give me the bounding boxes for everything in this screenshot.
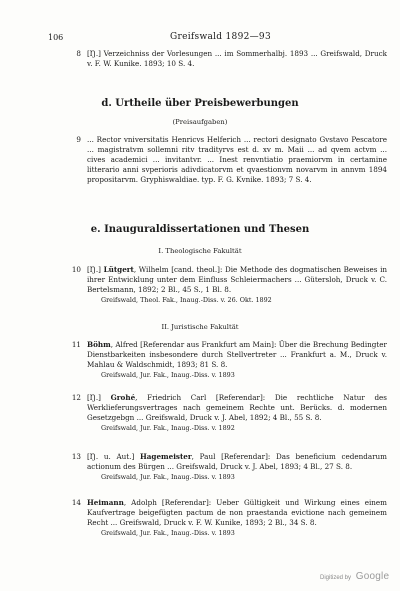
entry-text: [Ŋ.] Grohé, Friedrich Carl [Referendar]: Die rechtliche Natur des Werklieferungsvertrages nach gemeinem Rechte unt. Berücks. d. modernen Gesetzgebgn ... Greifswald, Druck v. J. Abel, 1892; 4 Bl., 55 S. 8. (87, 393, 387, 422)
entry-13 (71, 452, 387, 482)
entry-14 (71, 498, 387, 538)
entry-number: 12 (71, 393, 81, 402)
entry-number: 11 (71, 340, 81, 349)
section-subtitle-d: (Preisaufgaben) (172, 118, 228, 126)
section-heading-d: d. Urtheile über Preisbewerbungen (101, 98, 299, 109)
author-name: Lütgert (103, 265, 134, 274)
entry-source: Greifswald, Jur. Fak., Inaug.-Diss. v. 1893 (101, 371, 235, 379)
entry-text: Böhm, Alfred [Referendar aus Frankfurt am Main]: Über die Brechung Bedingter Dienstbarkeiten insbesondere durch Stellvertreter ... Frankfurt a. M., Druck v. Mahlau & Waldschmidt, 1893; 81 S. 8. (87, 340, 387, 369)
watermark-prefix: Digitized by (320, 575, 352, 581)
author-name: Heimann (87, 498, 124, 507)
entry-number: 9 (76, 135, 81, 144)
faculty-heading-theology: I. Theologische Fakultät (158, 247, 242, 255)
entry-number: 14 (71, 498, 81, 507)
entry-text: [Ŋ.] Verzeichniss der Vorlesungen ... im Sommerhalbj. 1893 ... Greifswald, Druck v. F. W. Kunike. 1893; 10 S. 4. (87, 49, 387, 68)
entry-10 (71, 265, 387, 305)
author-name: Böhm (87, 340, 111, 349)
entry-text: [Ŋ. u. Aut.] Hagemeister, Paul [Referendar]: Das beneficium cedendarum actionum des Bürgen ... Greifswald, Druck v. J. Abel, 1893; 4 Bl., 27 S. 8. (87, 452, 387, 471)
running-head: Greifswald 1892—93 (170, 32, 271, 42)
faculty-heading-law: II. Juristische Fakultät (161, 323, 239, 331)
entry-text: [Ŋ.] Lütgert, Wilhelm [cand. theol.]: Die Methode des dogmatischen Beweises in ihrer Entwicklung unter dem Einfluss Schleiermachers ... Gütersloh, Druck v. C. Bertelsmann, 1892; 2 Bl., 45 S., 1 Bl. 8. (87, 265, 387, 294)
page-number: 106 (48, 33, 64, 42)
google-logo: Google (355, 571, 390, 582)
digitized-by-google-watermark (320, 571, 389, 582)
entry-source: Greifswald, Jur. Fak., Inaug.-Diss. v. 1893 (101, 529, 235, 537)
entry-number: 10 (71, 265, 81, 274)
entry-number: 13 (71, 452, 81, 461)
entry-number: 8 (76, 49, 81, 58)
entry-source: Greifswald, Theol. Fak., Inaug.-Diss. v. 26. Okt. 1892 (101, 296, 272, 304)
author-name: Hagemeister (139, 452, 192, 461)
entry-8 (76, 49, 387, 69)
entry-text: ... Rector vniversitatis Henricvs Helferich ... rectori designato Gvstavo Pescatore ... magistratvm sollemni ritv tradityrvs est d. xv m. Maii ... ad qvem actvm ... cives academici ... invitantvr. ... Inest renvntiatio praemiorvm in certamine litterario anni svperioris adivdicatorvm et qvaestionvm novarvm in annvm 1894 propositarvm. Gryphiswaldiae. typ. F. G. Kvnike. 1893; 7 S. 4. (87, 135, 387, 184)
entry-12 (71, 393, 387, 433)
entry-source: Greifswald, Jur. Fak., Inaug.-Diss. v. 1893 (101, 473, 235, 481)
section-heading-e: e. Inauguraldissertationen und Thesen (90, 224, 310, 235)
entry-text: Heimann, Adolph [Referendar]: Ueber Gültigkeit und Wirkung eines einem Kaufvertrage beigefügten pactum de non praestanda evictione nach gemeinem Recht ... Greifswald, Druck v. F. W. Kunike, 1893; 2 Bl., 34 S. 8. (87, 498, 387, 527)
entry-11 (71, 340, 387, 380)
entry-9 (76, 135, 387, 185)
author-name: Grohé (110, 393, 136, 402)
entry-source: Greifswald, Jur. Fak., Inaug.-Diss. v. 1892 (101, 424, 235, 432)
